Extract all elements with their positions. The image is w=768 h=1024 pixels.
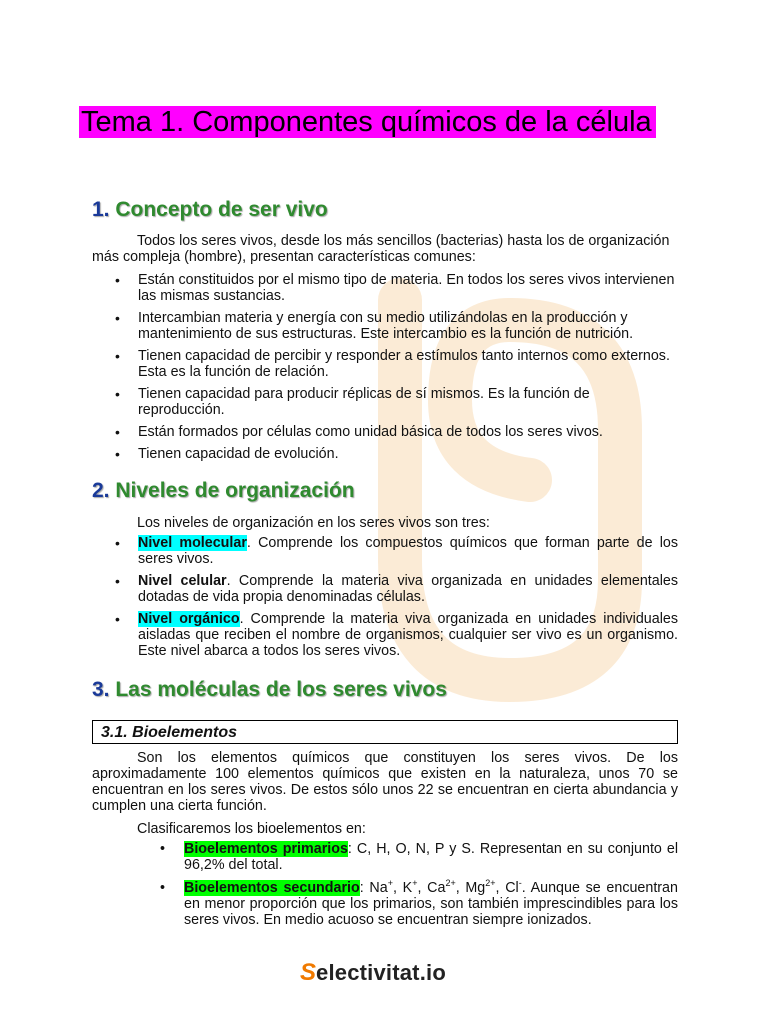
- list-item: • Están formados por células como unidad básica de todos los seres vivos.: [115, 424, 603, 440]
- list-item: • Nivel celular. Comprende la materia viva organizada en unidades elementales dotadas de vida propia denominadas células.: [115, 573, 678, 605]
- list-item: • Tienen capacidad de evolución.: [115, 446, 339, 462]
- section-3-heading: 3. Las moléculas de los seres vivos: [92, 678, 447, 701]
- section-2-intro: Los niveles de organización en los seres vivos son tres:: [137, 515, 490, 531]
- section-1-heading: 1. Concepto de ser vivo: [92, 198, 328, 221]
- list-item: • Están constituidos por el mismo tipo de materia. En todos los seres vivos intervienen las mismas sustancias.: [115, 272, 675, 304]
- list-item: • Nivel orgánico. Comprende la materia viva organizada en unidades individuales aisladas que reciben el nombre de organismos; cualquier ser vivo es un organismo. Este nivel abarca a todos los seres vivos.: [115, 611, 678, 659]
- section-3-paragraph: Son los elementos químicos que constituyen los seres vivos. De los aproximadamente 100 elementos químicos que existen en la naturaleza, unos 70 se encuentran en los seres vivos. De estos sólo unos 22 se encuentran en cierta abundancia y cumplen una cierta función.: [92, 750, 678, 814]
- list-item: • Bioelementos secundario: Na+, K+, $Ca^{2+}$, $Mg^{2+}$, Cl-. Aunque se encuentran en menor proporción que los primarios, son también imprescindibles para los seres vivos. En medio acuoso se encuentran siempre ionizados.: [160, 878, 678, 928]
- list-item: • Tienen capacidad de percibir y responder a estímulos tanto internos como externos. Esta es la función de relación.: [115, 348, 670, 380]
- list-item: • Tienen capacidad para producir réplicas de sí mismos. Es la función de reproducción.: [115, 386, 590, 418]
- section-1-intro: Todos los seres vivos, desde los más sencillos (bacterias) hasta los de organización más compleja (hombre), presentan características comunes:: [92, 233, 670, 265]
- subsection-3-1-heading: 3.1. Bioelementos: [92, 720, 678, 744]
- section-2-heading: 2. Niveles de organización: [92, 479, 355, 502]
- section-1-list: [112, 272, 678, 468]
- section-2-list: [112, 535, 678, 665]
- logo-s-mark: S: [300, 959, 317, 986]
- page-title: Tema 1. Componentes químicos de la célula: [79, 104, 679, 141]
- list-item: • Bioelementos primarios: C, H, O, N, P y S. Representan en su conjunto el 96,2% del total.: [160, 841, 679, 873]
- section-3-classify: Clasificaremos los bioelementos en:: [137, 821, 366, 837]
- selectivitat-logo: [300, 958, 446, 988]
- list-item: • Nivel molecular. Comprende los compuestos químicos que forman parte de los seres vivos.: [115, 535, 678, 567]
- list-item: • Intercambian materia y energía con su medio utilizándolas en la producción y mantenimiento de sus estructuras. Este intercambio es la función de nutrición.: [115, 310, 634, 342]
- logo-text: electivitat.io: [316, 960, 446, 985]
- bioelements-list: [160, 841, 678, 935]
